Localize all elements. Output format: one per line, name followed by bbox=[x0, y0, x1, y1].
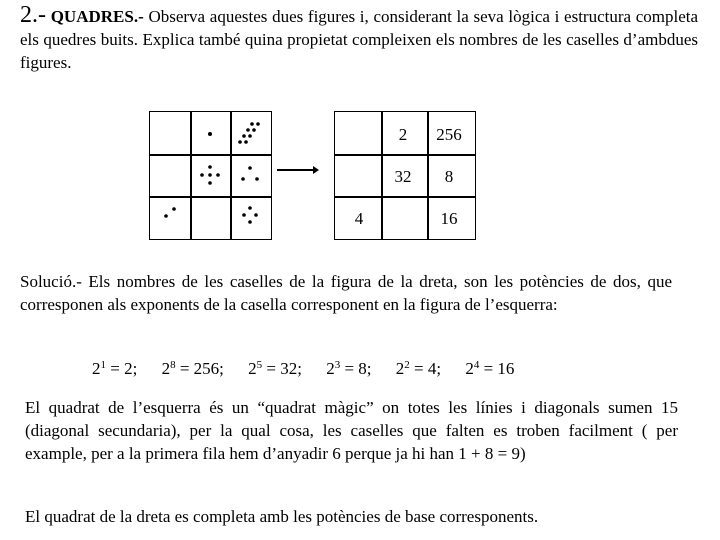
exercise-number: 2.- bbox=[20, 2, 46, 28]
exercise-statement-first: Observa aquestes dues figures i, considerant la seva lògica i bbox=[148, 7, 560, 26]
cell-value: 256 bbox=[436, 125, 462, 144]
exercise-statement-rest: estructura completa els quedres buits. Explica també quina propietat compleixen els nombres de les caselles d’ambdues figures. bbox=[20, 7, 699, 72]
grid-divider bbox=[335, 196, 475, 198]
right-powers-square bbox=[334, 111, 476, 240]
cell-value: 16 bbox=[440, 209, 458, 228]
grid-divider bbox=[335, 154, 475, 156]
exercise-title: QUADRES.- bbox=[50, 7, 144, 26]
magic-square-paragraph: El quadrat de l’esquerra és un “quadrat màgic” on totes les línies i diagonals sumen 15 (diagonal secundaria), per la qual cosa, les caselles que falten es troben facilment ( per example, per a la primera fila hem d’anyadir 6 perque ja hi han 1 + 8 = 9) bbox=[25, 398, 678, 463]
dot-two bbox=[164, 207, 176, 218]
dot-five bbox=[200, 165, 220, 185]
power-term: $2^4 = 16$ bbox=[465, 359, 515, 378]
cell-value: 32 bbox=[394, 167, 412, 186]
power-term: $2^8 = 256$; bbox=[161, 359, 224, 378]
powers-list bbox=[92, 354, 534, 380]
power-term: $2^3 = 8$; bbox=[326, 359, 372, 378]
dot-one bbox=[208, 132, 212, 136]
power-term: $2^5 = 32$; bbox=[248, 359, 302, 378]
cell-value: 8 bbox=[444, 167, 454, 186]
right-arrow-icon bbox=[277, 165, 319, 175]
dot-patterns bbox=[150, 112, 270, 238]
power-term: $2^1 = 2$; bbox=[92, 359, 138, 378]
cell-value: 4 bbox=[354, 209, 364, 228]
cell-value: 2 bbox=[398, 125, 408, 144]
left-magic-square bbox=[149, 111, 272, 240]
exercise-heading bbox=[20, 4, 698, 74]
powers-square-paragraph: El quadrat de la dreta es completa amb les potències de base corresponents. bbox=[25, 507, 539, 526]
solution-paragraph: Solució.- Els nombres de les caselles de la figura de la dreta, son les potències de dos, que corresponen als exponents de la casella corresponent en la figura de l’esquerra: bbox=[20, 272, 672, 314]
dot-four bbox=[242, 206, 258, 224]
dot-eight bbox=[238, 122, 260, 144]
dot-three bbox=[241, 166, 259, 181]
power-term: $2^2 = 4$; bbox=[395, 359, 442, 378]
